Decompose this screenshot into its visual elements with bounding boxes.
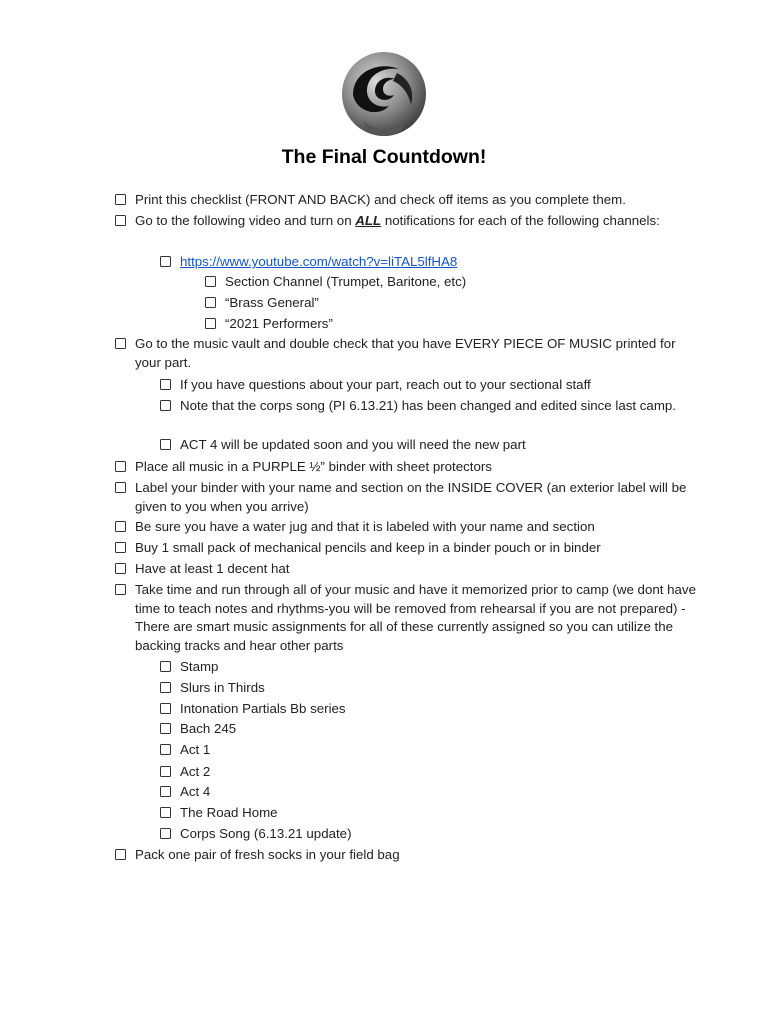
checklist-item-brass-general <box>205 294 705 313</box>
checklist-item-corps-song-note <box>160 397 705 416</box>
checkbox[interactable] <box>115 563 126 574</box>
music-item <box>160 741 705 760</box>
checkbox[interactable] <box>160 379 171 390</box>
item-text: ACT 4 will be updated soon and you will need the new part <box>180 437 526 452</box>
item-text: Stamp <box>180 659 219 674</box>
page-title: The Final Countdown! <box>281 146 487 168</box>
item-text: Place all music in a PURPLE ½” binder with sheet protectors <box>135 459 492 474</box>
checklist-item-performers <box>205 315 705 334</box>
item-text: Act 4 <box>180 784 211 799</box>
checklist-item-video-link <box>160 253 705 272</box>
checklist-item-hat <box>115 560 705 579</box>
checkbox[interactable] <box>115 338 126 349</box>
checkbox[interactable] <box>160 744 171 755</box>
checklist-item-print <box>115 191 705 210</box>
checkbox[interactable] <box>115 849 126 860</box>
checkbox[interactable] <box>205 318 216 329</box>
music-item <box>160 783 705 802</box>
checkbox[interactable] <box>115 584 126 595</box>
checklist-item-binder <box>115 458 705 477</box>
emphasis-all: ALL <box>355 213 382 228</box>
checkbox[interactable] <box>160 682 171 693</box>
checkbox[interactable] <box>160 807 171 818</box>
music-item <box>160 720 705 739</box>
music-item <box>160 700 705 719</box>
checkbox[interactable] <box>160 786 171 797</box>
item-text: Pack one pair of fresh socks in your field bag <box>135 847 400 862</box>
checklist-item-socks <box>115 846 705 865</box>
item-text: The Road Home <box>180 805 278 820</box>
checkbox[interactable] <box>115 215 126 226</box>
item-text: Have at least 1 decent hat <box>135 561 290 576</box>
item-text: Intonation Partials Bb series <box>180 701 346 716</box>
checkbox[interactable] <box>115 461 126 472</box>
item-text: Corps Song (6.13.21 update) <box>180 826 352 841</box>
checkbox[interactable] <box>205 276 216 287</box>
item-text: Act 1 <box>180 742 211 757</box>
checkbox[interactable] <box>160 439 171 450</box>
item-text: Label your binder with your name and section on the INSIDE COVER (an exterior label will be given to you when you arrive) <box>135 480 687 514</box>
checklist-item-notifications <box>115 212 705 231</box>
checklist-item-water <box>115 518 705 537</box>
item-text: Be sure you have a water jug and that it is labeled with your name and section <box>135 519 595 534</box>
checkbox[interactable] <box>205 297 216 308</box>
item-text: “Brass General” <box>225 295 319 310</box>
checklist-item-memorize <box>115 581 705 655</box>
checkbox[interactable] <box>160 400 171 411</box>
checkbox[interactable] <box>160 256 171 267</box>
music-item <box>160 825 705 844</box>
youtube-link[interactable]: https://www.youtube.com/watch?v=liTAL5lfHA8 <box>180 254 458 269</box>
checkbox[interactable] <box>115 482 126 493</box>
item-text: Take time and run through all of your music and have it memorized prior to camp (we dont have time to teach notes and rhythms-you will be removed from rehearsal if you are not prepared) - There are smart music assignments for all of these currently assigned so you can utilize the backing tracks and hear other parts <box>135 582 696 653</box>
checkbox[interactable] <box>115 194 126 205</box>
item-text: “2021 Performers” <box>225 316 333 331</box>
item-text: Buy 1 small pack of mechanical pencils and keep in a binder pouch or in binder <box>135 540 601 555</box>
item-text: If you have questions about your part, reach out to your sectional staff <box>180 377 591 392</box>
checkbox[interactable] <box>115 521 126 532</box>
checkbox[interactable] <box>160 661 171 672</box>
checklist-item-music-vault <box>115 335 705 372</box>
item-text: Note that the corps song (PI 6.13.21) has been changed and edited since last camp. <box>180 398 676 413</box>
music-item <box>160 679 705 698</box>
item-text: Go to the music vault and double check that you have EVERY PIECE OF MUSIC printed for your part. <box>135 336 676 370</box>
checklist-item-section-channel <box>205 273 705 292</box>
corps-logo <box>339 51 429 141</box>
music-item <box>160 658 705 677</box>
checklist-item-act4-note <box>160 436 705 455</box>
item-text: Go to the following video and turn on <box>135 213 356 228</box>
checkbox[interactable] <box>115 542 126 553</box>
item-text: Section Channel (Trumpet, Baritone, etc) <box>225 274 467 289</box>
item-text: notifications for each of the following channels: <box>381 213 660 228</box>
item-text: Slurs in Thirds <box>180 680 265 695</box>
checkbox[interactable] <box>160 828 171 839</box>
checklist-item-label <box>115 479 705 516</box>
checklist-item-pencils <box>115 539 705 558</box>
checkbox[interactable] <box>160 766 171 777</box>
item-text: Print this checklist (FRONT AND BACK) and check off items as you complete them. <box>135 192 626 207</box>
item-text: Bach 245 <box>180 721 237 736</box>
checkbox[interactable] <box>160 723 171 734</box>
item-text: Act 2 <box>180 764 211 779</box>
music-item <box>160 763 705 782</box>
checklist-item-questions <box>160 376 705 395</box>
music-item <box>160 804 705 823</box>
checkbox[interactable] <box>160 703 171 714</box>
